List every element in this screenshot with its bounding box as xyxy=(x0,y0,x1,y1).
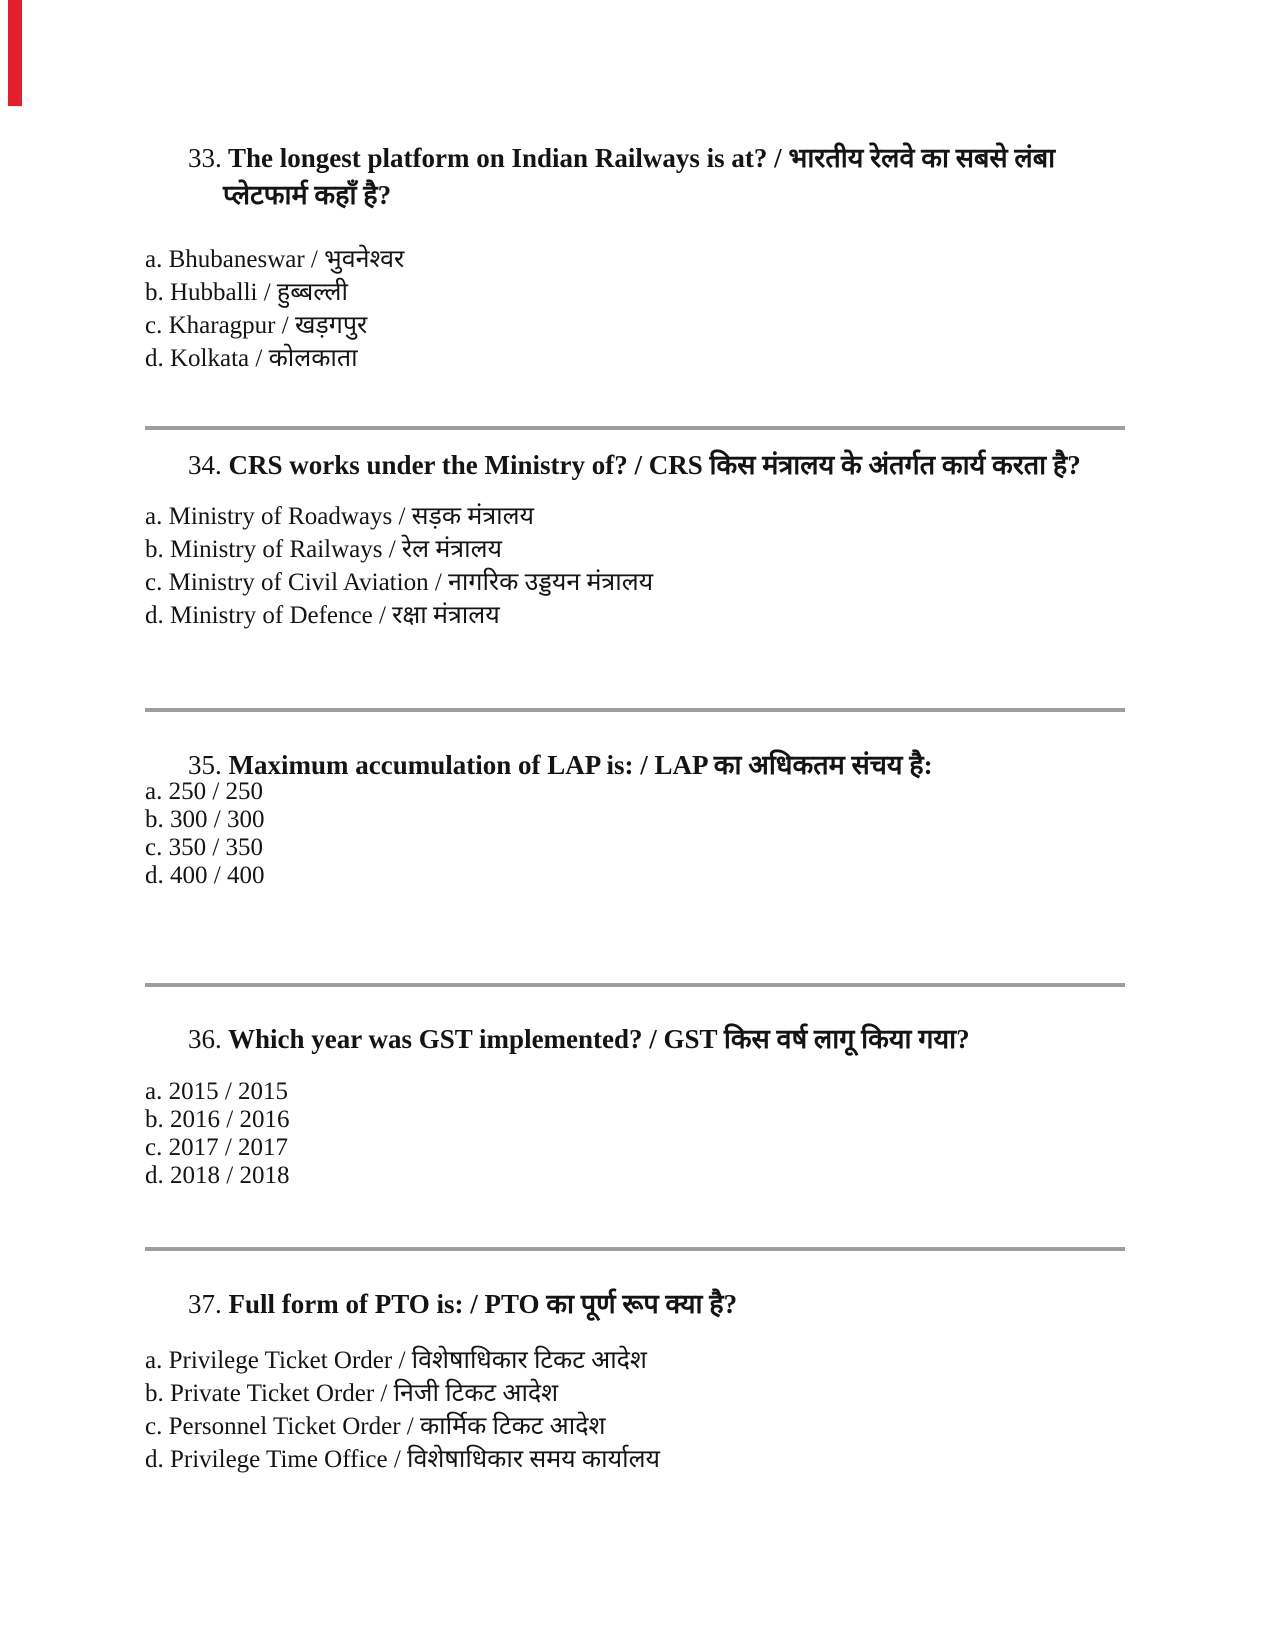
option-label: a. xyxy=(145,1078,163,1105)
option-label: c. xyxy=(145,1134,163,1161)
question-33-title xyxy=(145,140,1083,214)
question-36-title xyxy=(145,1021,1083,1058)
option-label: d. xyxy=(145,602,164,629)
option-text: 2018 / 2018 xyxy=(170,1162,290,1189)
question-number: 37. xyxy=(188,1289,222,1319)
option-item xyxy=(145,1443,1105,1476)
question-text: Maximum accumulation of LAP is: / LAP का अधिकतम संचय है: xyxy=(228,750,933,780)
option-item xyxy=(145,778,1105,806)
option-label: b. xyxy=(145,536,164,563)
option-item xyxy=(145,276,1105,309)
option-text: 250 / 250 xyxy=(168,778,264,805)
question-34-title xyxy=(145,447,1083,484)
option-text: Ministry of Roadways / सड़क मंत्रालय xyxy=(168,503,535,530)
option-item xyxy=(145,1162,1105,1190)
option-item xyxy=(145,566,1105,599)
option-text: Bhubaneswar / भुवनेश्वर xyxy=(168,246,405,273)
section-divider xyxy=(145,708,1125,712)
option-text: Privilege Time Office / विशेषाधिकार समय कार्यालय xyxy=(170,1446,661,1473)
option-text: 2017 / 2017 xyxy=(168,1134,289,1161)
option-item xyxy=(145,533,1105,566)
section-divider xyxy=(145,1247,1125,1251)
option-item xyxy=(145,862,1105,890)
option-item xyxy=(145,309,1105,342)
question-35-options xyxy=(145,778,1105,890)
option-item xyxy=(145,834,1105,862)
option-label: b. xyxy=(145,806,164,833)
option-label: c. xyxy=(145,569,163,596)
option-item xyxy=(145,342,1105,375)
question-33-options xyxy=(145,243,1105,375)
option-label: a. xyxy=(145,246,163,273)
option-label: d. xyxy=(145,1162,164,1189)
option-label: c. xyxy=(145,1413,163,1440)
option-text: Ministry of Railways / रेल मंत्रालय xyxy=(170,536,503,563)
question-37-options xyxy=(145,1344,1105,1476)
option-item xyxy=(145,1078,1105,1106)
section-divider xyxy=(145,426,1125,430)
option-item xyxy=(145,1344,1105,1377)
option-text: Private Ticket Order / निजी टिकट आदेश xyxy=(170,1380,559,1407)
option-label: a. xyxy=(145,778,163,805)
option-item xyxy=(145,1106,1105,1134)
option-item xyxy=(145,1134,1105,1162)
question-34-options xyxy=(145,500,1105,632)
question-number: 34. xyxy=(188,450,222,480)
question-number: 33. xyxy=(188,143,222,173)
option-text: Kharagpur / खड़गपुर xyxy=(168,312,368,339)
section-divider xyxy=(145,983,1125,987)
option-label: d. xyxy=(145,1446,164,1473)
option-item xyxy=(145,500,1105,533)
option-label: d. xyxy=(145,862,164,889)
option-text: Privilege Ticket Order / विशेषाधिकार टिकट आदेश xyxy=(168,1347,647,1374)
option-text: 2016 / 2016 xyxy=(170,1106,290,1133)
question-37-title xyxy=(145,1286,1083,1323)
option-item xyxy=(145,1377,1105,1410)
option-text: Ministry of Civil Aviation / नागरिक उड्डयन मंत्रालय xyxy=(168,569,654,596)
option-item xyxy=(145,599,1105,632)
question-number: 36. xyxy=(188,1024,222,1054)
option-label: b. xyxy=(145,279,164,306)
option-text: Ministry of Defence / रक्षा मंत्रालय xyxy=(170,602,500,629)
option-label: b. xyxy=(145,1106,164,1133)
question-text: The longest platform on Indian Railways is at? / भारतीय रेलवे का सबसे लंबा प्लेटफार्म कहाँ है? xyxy=(223,143,1056,210)
option-label: b. xyxy=(145,1380,164,1407)
option-text: 2015 / 2015 xyxy=(168,1078,289,1105)
question-36-options xyxy=(145,1078,1105,1190)
option-text: 400 / 400 xyxy=(170,862,265,889)
question-text: CRS works under the Ministry of? / CRS किस मंत्रालय के अंतर्गत कार्य करता है? xyxy=(228,450,1081,480)
option-text: Kolkata / कोलकाता xyxy=(170,345,358,372)
question-number: 35. xyxy=(188,750,222,780)
option-text: Hubballi / हुब्बल्ली xyxy=(170,279,348,306)
option-label: c. xyxy=(145,312,163,339)
question-text: Which year was GST implemented? / GST किस वर्ष लागू किया गया? xyxy=(228,1024,970,1054)
option-text: 350 / 350 xyxy=(168,834,264,861)
option-item xyxy=(145,1410,1105,1443)
option-label: a. xyxy=(145,503,163,530)
red-accent-bar xyxy=(8,0,22,106)
option-label: c. xyxy=(145,834,163,861)
question-text: Full form of PTO is: / PTO का पूर्ण रूप क्या है? xyxy=(228,1289,738,1319)
option-label: d. xyxy=(145,345,164,372)
option-text: 300 / 300 xyxy=(170,806,265,833)
option-item xyxy=(145,243,1105,276)
option-text: Personnel Ticket Order / कार्मिक टिकट आदेश xyxy=(168,1413,606,1440)
option-item xyxy=(145,806,1105,834)
option-label: a. xyxy=(145,1347,163,1374)
